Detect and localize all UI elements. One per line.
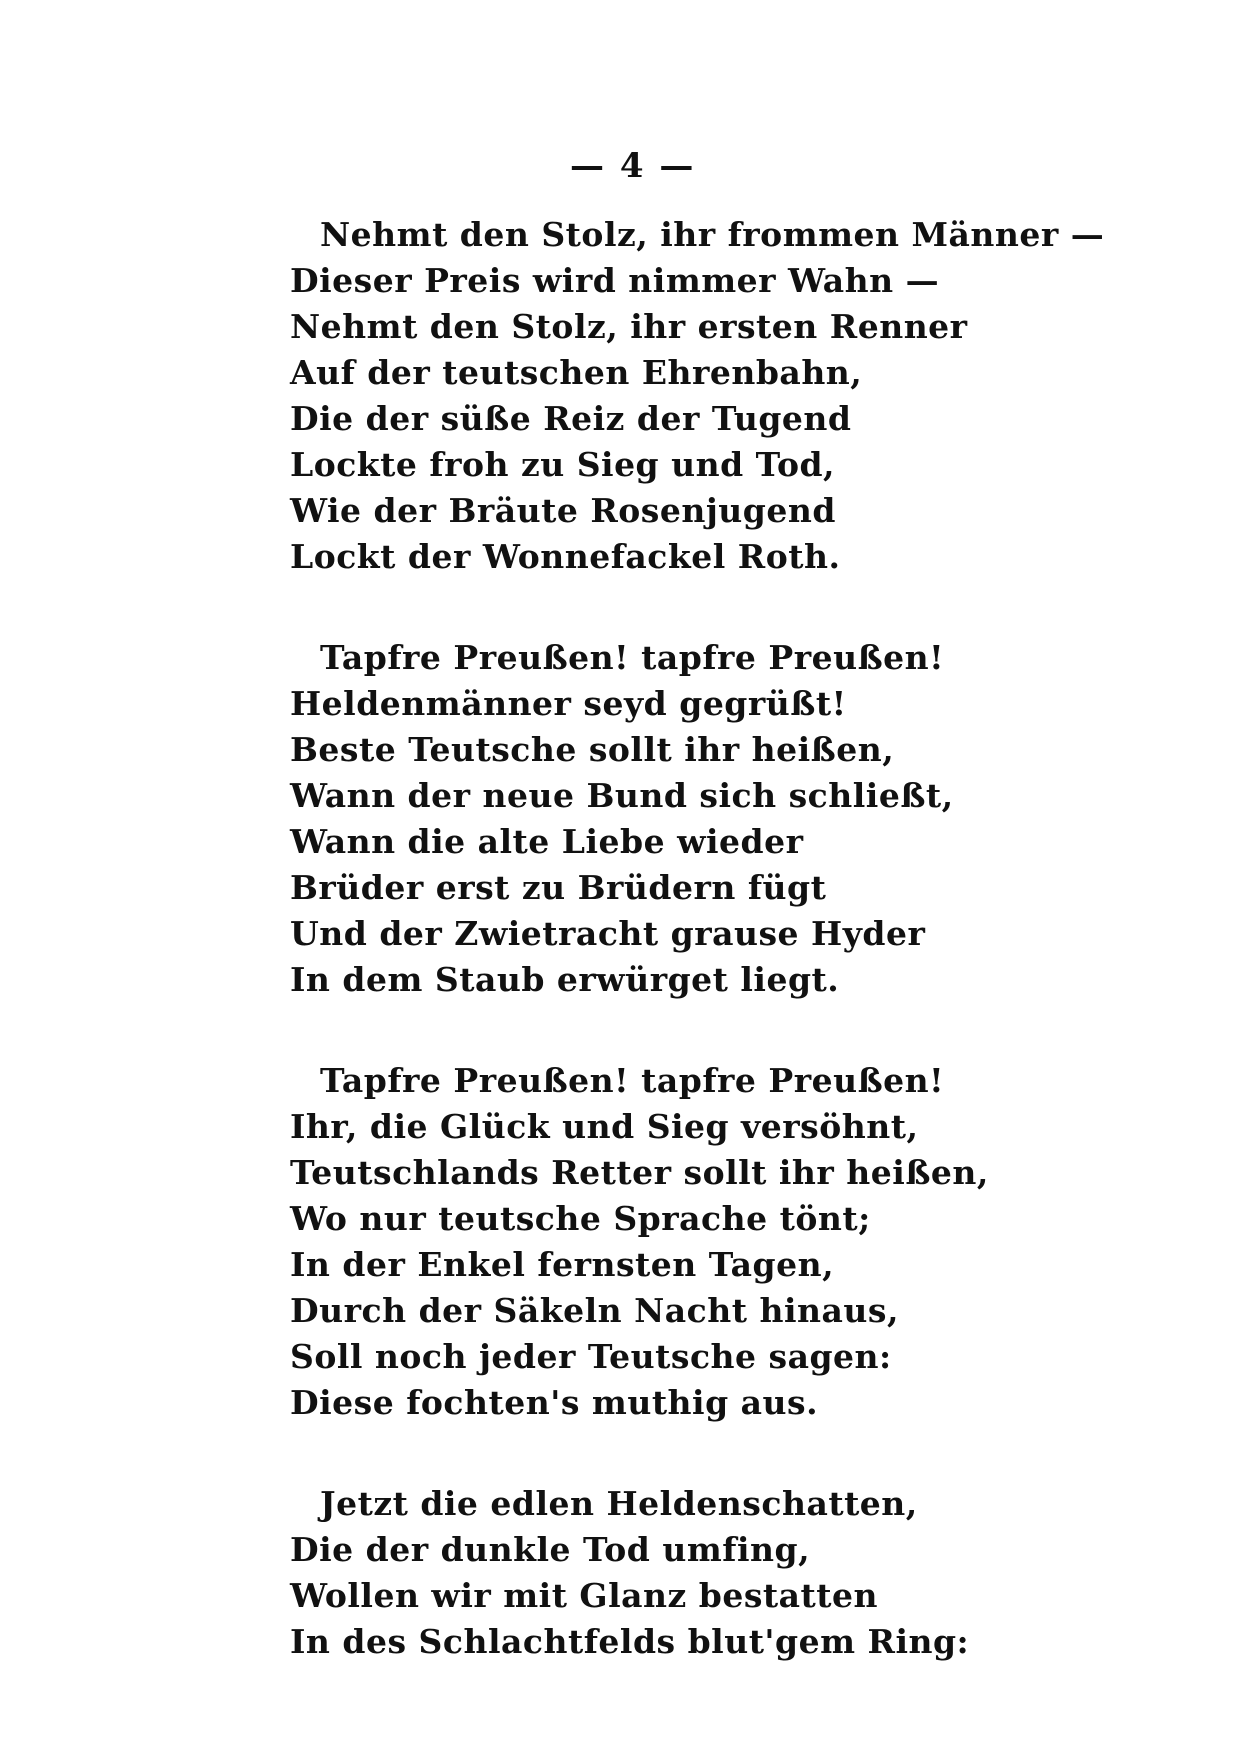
poem-line: Brüder erst zu Brüdern fügt — [290, 868, 827, 907]
poem-line: Diese fochten's muthig aus. — [290, 1383, 819, 1422]
poem-line: Ihr, die Glück und Sieg versöhnt, — [290, 1107, 919, 1146]
poem-body — [290, 212, 1190, 1720]
page-number: — 4 — — [570, 146, 696, 186]
poem-line: Wann der neue Bund sich schließt, — [290, 776, 954, 815]
poem-line: Wo nur teutsche Sprache tönt; — [290, 1199, 871, 1238]
poem-line: Tapfre Preußen! tapfre Preußen! — [320, 1061, 945, 1100]
poem-line: Auf der teutschen Ehrenbahn, — [290, 353, 863, 392]
stanza-3 — [290, 1058, 1190, 1426]
stanza-2 — [290, 635, 1190, 1003]
poem-line: Nehmt den Stolz, ihr frommen Männer — — [320, 215, 1105, 254]
poem-line: Jetzt die edlen Heldenschatten, — [320, 1484, 918, 1523]
poem-line: Tapfre Preußen! tapfre Preußen! — [320, 638, 945, 677]
poem-line: In der Enkel fernsten Tagen, — [290, 1245, 835, 1284]
poem-line: Wann die alte Liebe wieder — [290, 822, 804, 861]
poem-line: In des Schlachtfelds blut'gem Ring: — [290, 1622, 970, 1661]
stanza-1 — [290, 212, 1190, 580]
poem-line: Beste Teutsche sollt ihr heißen, — [290, 730, 895, 769]
poem-line: Soll noch jeder Teutsche sagen: — [290, 1337, 892, 1376]
poem-line: In dem Staub erwürget liegt. — [290, 960, 840, 999]
poem-line: Wollen wir mit Glanz bestatten — [290, 1576, 879, 1615]
poem-line: Und der Zwietracht grause Hyder — [290, 914, 926, 953]
poem-line: Teutschlands Retter sollt ihr heißen, — [290, 1153, 989, 1192]
poem-line: Lockt der Wonnefackel Roth. — [290, 537, 841, 576]
poem-line: Die der dunkle Tod umfing, — [290, 1530, 811, 1569]
poem-line: Wie der Bräute Rosenjugend — [290, 491, 836, 530]
stanza-4 — [290, 1481, 1190, 1665]
poem-line: Dieser Preis wird nimmer Wahn — — [290, 261, 940, 300]
poem-line: Lockte froh zu Sieg und Tod, — [290, 445, 836, 484]
poem-line: Heldenmänner seyd gegrüßt! — [290, 684, 847, 723]
poem-line: Nehmt den Stolz, ihr ersten Renner — [290, 307, 968, 346]
poem-line: Durch der Säkeln Nacht hinaus, — [290, 1291, 899, 1330]
poem-line: Die der süße Reiz der Tugend — [290, 399, 852, 438]
